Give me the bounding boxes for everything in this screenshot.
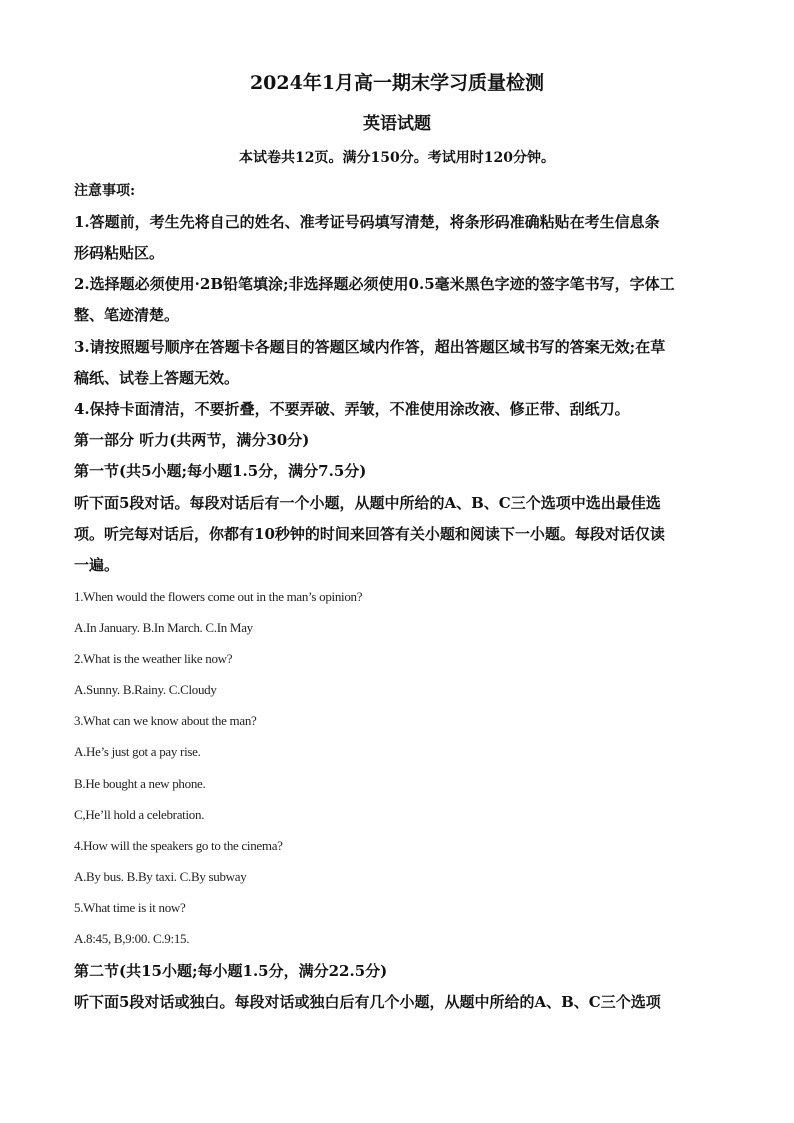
notice-item-3-line-2: 稿纸、试卷上答题无效。 xyxy=(74,369,240,387)
section-1-heading: 第一节(共5小题;每小题1.5分，满分7.5分) xyxy=(74,462,367,480)
question-1: 1.When would the flowers come out in the man’s opinion? xyxy=(74,589,363,604)
question-3-option-a: A.He’s just got a pay rise. xyxy=(74,744,201,759)
section-1-instructions-line-3: 一遍。 xyxy=(74,556,120,574)
notice-item-1-line-1: 1.答题前，考生先将自己的姓名、准考证号码填写清楚，将条形码准确粘贴在考生信息条 xyxy=(74,213,660,231)
section-1-instructions-line-1: 听下面5段对话。每段对话后有一个小题，从题中所给的A、B、C三个选项中选出最佳选 xyxy=(74,494,661,512)
exam-info: 本试卷共12页。满分150分。考试用时120分钟。 xyxy=(239,150,555,166)
question-5: 5.What time is it now? xyxy=(74,900,186,915)
question-4-options: A.By bus. B.By taxi. C.By subway xyxy=(74,869,247,884)
notice-item-2-line-2: 整、笔迹清楚。 xyxy=(74,306,180,324)
question-4: 4.How will the speakers go to the cinema? xyxy=(74,838,283,853)
notice-item-4: 4.保持卡面清洁，不要折叠，不要弄破、弄皱，不准使用涂改液、修正带、刮纸刀。 xyxy=(74,400,630,418)
exam-title: 2024年1月高一期末学习质量检测 xyxy=(249,72,545,94)
exam-subject: 英语试题 xyxy=(363,114,431,134)
part-1-heading: 第一部分 听力(共两节，满分30分) xyxy=(74,431,310,449)
question-3-option-c: C,He’ll hold a celebration. xyxy=(74,807,205,822)
section-2-instructions-line-1: 听下面5段对话或独白。每段对话或独白后有几个小题，从题中所给的A、B、C三个选项 xyxy=(74,993,661,1011)
question-2: 2.What is the weather like now? xyxy=(74,651,233,666)
section-2-heading: 第二节(共15小题;每小题1.5分，满分22.5分) xyxy=(74,962,388,980)
notice-item-3-line-1: 3.请按照题号顺序在答题卡各题目的答题区域内作答，超出答题区域书写的答案无效;在草 xyxy=(74,338,666,356)
question-3: 3.What can we know about the man? xyxy=(74,713,257,728)
notice-item-2-line-1: 2.选择题必须使用·2B铅笔填涂;非选择题必须使用0.5毫米黑色字迹的签字笔书写，字体工 xyxy=(74,275,675,293)
notice-item-1-line-2: 形码粘贴区。 xyxy=(74,244,165,262)
section-1-instructions-line-2: 项。听完每对话后，你都有10秒钟的时间来回答有关小题和阅读下一小题。每段对话仅读 xyxy=(74,525,665,543)
notice-heading: 注意事项: xyxy=(74,183,136,199)
question-5-options: A.8:45, B,9:00. C.9:15. xyxy=(74,931,190,946)
question-1-options: A.In January. B.In March. C.In May xyxy=(74,620,253,635)
question-3-option-b: B.He bought a new phone. xyxy=(74,776,206,791)
question-2-options: A.Sunny. B.Rainy. C.Cloudy xyxy=(74,682,217,697)
